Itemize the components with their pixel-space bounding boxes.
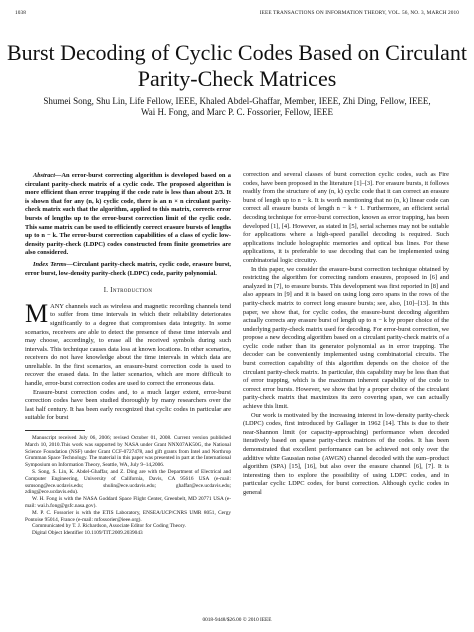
drop-cap: M [25,298,49,328]
journal-info: IEEE TRANSACTIONS ON INFORMATION THEORY, VOL. 56, NO. 3, MARCH 2010 [259,10,459,16]
footnote: Communicated by T. J. Richardson, Associate Editor for Coding Theory. [32,523,186,530]
index-terms-text: Circulant parity-check matrix, cyclic code, erasure burst, error burst, low-density parity-check (LDPC) code, parity polynomial. [25,260,231,277]
footnote: W. H. Fong is with the NASA Goddard Space Flight Center, Greenbelt, MD 20771 USA (e-mail: wai.h.fong@gsfc.nasa.gov). [25,496,231,509]
body-paragraph: correction and several classes of burst correction cyclic codes, such as Fire codes, have been proposed in the literature [1]–[3]. For erasure bursts, it follows readily from the structure of any (n, k) cyclic code that it can correct an erasure burst of length up to n − k. It is worth mentioning that no (n, k) linear code can correct all erasure bursts of length n − k + 1. Furthermore, an efficient serial decoding technique for error-burst correction, known as error trapping, has been developed [1], [4]. However, as stated in [5], serial schemes may not be suitable for applications where a high-speed parallel decoding is required. Such applications include holographic memories and optical bus lines. For these applications, it is preferable to use decoding that can be implemented using combinatorial logic circuitry. [243,171,449,264]
footnote: Manuscript received July 06, 2006; revised October 01, 2008. Current version published March 10, 2010.This work was supported by NASA under Grant NNX07AK50G, the National Science Foundation (NSF) under Grant CCF-0727478, and gift grants from Intel and Northrop Grumman Space Technology. The material in this paper was presented in part at the International Symposium on Information Theory, Seattle, WA, July 9–14,2006. [25,435,231,469]
copyright-footer: 0018-9448/$26.00 © 2010 IEEE [202,617,272,623]
index-terms [25,261,231,278]
right-column [243,171,449,498]
intro-paragraph-2: Erasure-burst correction codes and, to a much larger extent, error-burst correction codes have been studied thoroughly by many researchers over the last half century. It has been early recognized that cyclic codes in particular are suitable for burst [25,388,231,422]
page-number: 1038 [15,10,26,16]
footnote-rule [25,430,85,431]
author-list [30,96,444,118]
abstract-text: An error-burst correcting algorithm is developed based on a circulant parity-check matrix of a cyclic code. The proposed algorithm is more efficient than error trapping if the code rate is less than about 2/3. It is shown that for any (n, k) cyclic code, there is an n × n circulant parity-check matrix such that the algorithm, applied to this matrix, corrects error bursts of lengths up to the error-burst correction limit of the cyclic code. This same matrix can be used to efficiently correct erasure bursts of lengths up to n − k. The error-burst correction capabilities of a class of cyclic low-density parity-check (LDPC) codes constructed from finite geometries are also considered. [25,172,232,257]
intro-text: ANY channels such as wireless and magnetic recording channels tend to suffer from time intervals in which their reliability deteriorates significantly to a degree that compromises data integrity. In some scenarios, receivers are able to detect the presence of these time intervals and may choose, accordingly, to erase all the received symbols during such intervals. This technique causes data loss at known locations. In other scenarios, receivers do not have knowledge about the time intervals in which data are unreliable. In the first scenarios, an erasure-burst correction code is used to recover the erased data. In the latter scenarios, which are more difficult to handle, error-burst correction codes are used to correct the erroneous data. [25,302,231,388]
abstract-label: Abstract— [33,172,62,179]
abstract [25,172,231,258]
section-heading: I. Introduction [103,287,153,295]
running-head [15,10,459,16]
paper-title: Burst Decoding of Cyclic Codes Based on Circulant Parity-Check Matrices [6,40,468,91]
index-terms-label: Index Terms— [33,260,73,268]
footnote: M. P. C. Fossorier is with the ETIS Laboratory, ENSEA/UCP/CNRS UMR 8051, Cergy Pontoise 95014, France (e-mail: mfossorier@ieee.org). [25,509,231,523]
body-paragraph: In this paper, we consider the erasure-burst correction technique obtained by restricting the algorithm for correcting random erasures, proposed in [6] and analyzed in [7], to erasure bursts. This development was first reported in [8] and also appears in [9] and it is based on using long zero spans in the rows of the parity-check matrix to correct long erasure bursts; see, also, [10]–[13]. In this paper, we show that, for cyclic codes, the erasure-burst decoding algorithm actually corrects any erasure burst of length up to n − k by proper choice of the underlying parity-check matrix used for decoding. For error-burst correction, we propose a new decoding algorithm based on a circulant parity-check matrix of a cyclic code rather than its generator polynomial as in error trapping. The decoder can be conveniently implemented using combinatorial circuits. The burst correction capability of this algorithm depends on the choice of the circulant parity-check matrix. In particular, this capability may be less than that of error trapping, which is the maximum inherent capability of the code to correct error bursts. However, we show that by a proper choice of the circulant parity-check matrix that maximizes its zero covering span, we can actually achieve this limit. [243,265,449,411]
author-line: Wai H. Fong, and Marc P. C. Fossorier, Fellow, IEEE [140,107,334,117]
footnote: Digital Object Identifier 10.1109/TIT.2009.2039043 [32,530,143,537]
author-line: Shumei Song, Shu Lin, Life Fellow, IEEE, Khaled Abdel-Ghaffar, Member, IEEE, Zhi Ding, Fellow, IEEE, [43,96,431,106]
body-paragraph: Our work is motivated by the increasing interest in low-density parity-check (LDPC) codes, first introduced by Gallager in 1962 [14]. This is due to their near-Shannon limit (or capacity-approaching) performance when decoded iteratively based on sparse parity-check matrices of the codes. It has been demonstrated that excellent performance can be achieved not only over the additive white Gaussian noise (AWGN) channel decoded with the sum–product algorithm (SPA) [15], [16], but also over the erasure channel [6], [7]. It is interesting then to explore the possibility of using LDPC codes, and in particular cyclic LDPC codes, for burst correction. Although cyclic codes in general [243,411,449,496]
footnote: S. Song, S. Lin, K. Abdel-Ghaffar, and Z. Ding are with the Department of Electrical and Computer Engineering, University of California, Davis, CA 95616 USA (e-mail: ssmsong@ece.ucdavis.edu; shulin@ece.ucdavis.edu; ghaffar@ece.ucdavis.edu; zding@ece.ucdavis.edu). [25,469,231,496]
left-column [25,172,231,537]
intro-paragraph [25,298,231,389]
